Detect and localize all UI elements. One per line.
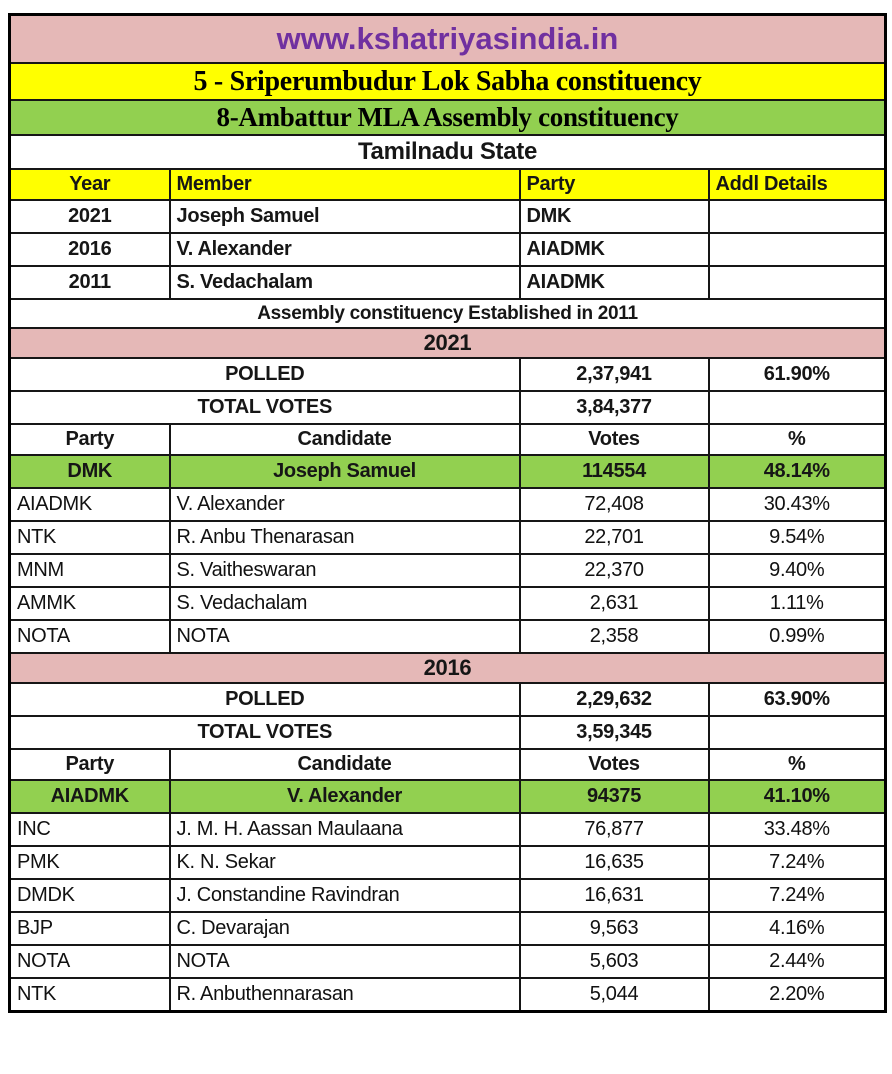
result-votes: 5,603 (520, 945, 709, 978)
result-pct: 9.54% (709, 521, 886, 554)
result-party: NTK (10, 978, 170, 1012)
polled-row (10, 683, 886, 716)
col-header-member: Member (170, 169, 520, 200)
empty-cell (709, 391, 886, 424)
results-header-row (10, 424, 886, 455)
result-party: AIADMK (10, 488, 170, 521)
result-party: AMMK (10, 587, 170, 620)
winner-votes: 94375 (520, 780, 709, 813)
total-votes-value: 3,84,377 (520, 391, 709, 424)
winner-row (10, 780, 886, 813)
total-votes-label: TOTAL VOTES (10, 716, 520, 749)
result-candidate: J. M. H. Aassan Maulaana (170, 813, 520, 846)
result-candidate: NOTA (170, 945, 520, 978)
site-banner-row (10, 15, 886, 64)
year-cell: 2021 (10, 200, 170, 233)
result-row (10, 978, 886, 1012)
result-party: NOTA (10, 620, 170, 653)
results-header-votes: Votes (520, 424, 709, 455)
result-row (10, 521, 886, 554)
result-party: BJP (10, 912, 170, 945)
result-pct: 2.20% (709, 978, 886, 1012)
results-header-candidate: Candidate (170, 424, 520, 455)
result-row (10, 912, 886, 945)
result-pct: 0.99% (709, 620, 886, 653)
year-cell: 2016 (10, 233, 170, 266)
lok-sabha-title-row (10, 63, 886, 100)
member-cell: S. Vedachalam (170, 266, 520, 299)
election-year: 2021 (10, 328, 886, 358)
assembly-title: 8-Ambattur MLA Assembly constituency (10, 100, 886, 135)
result-votes: 9,563 (520, 912, 709, 945)
result-pct: 33.48% (709, 813, 886, 846)
col-header-year: Year (10, 169, 170, 200)
result-pct: 4.16% (709, 912, 886, 945)
result-candidate: K. N. Sekar (170, 846, 520, 879)
polled-votes: 2,37,941 (520, 358, 709, 391)
winner-party: AIADMK (10, 780, 170, 813)
total-votes-row (10, 716, 886, 749)
state-title: Tamilnadu State (10, 135, 886, 169)
result-votes: 72,408 (520, 488, 709, 521)
member-row (10, 200, 886, 233)
winner-votes: 114554 (520, 455, 709, 488)
result-votes: 16,635 (520, 846, 709, 879)
result-candidate: V. Alexander (170, 488, 520, 521)
result-votes: 16,631 (520, 879, 709, 912)
polled-row (10, 358, 886, 391)
results-header-votes: Votes (520, 749, 709, 780)
state-title-row (10, 135, 886, 169)
polled-votes: 2,29,632 (520, 683, 709, 716)
lok-sabha-title: 5 - Sriperumbudur Lok Sabha constituency (10, 63, 886, 100)
winner-candidate: V. Alexander (170, 780, 520, 813)
result-candidate: R. Anbu Thenarasan (170, 521, 520, 554)
result-candidate: NOTA (170, 620, 520, 653)
result-party: DMDK (10, 879, 170, 912)
result-row (10, 879, 886, 912)
result-pct: 9.40% (709, 554, 886, 587)
winner-row (10, 455, 886, 488)
winner-candidate: Joseph Samuel (170, 455, 520, 488)
result-candidate: J. Constandine Ravindran (170, 879, 520, 912)
member-cell: V. Alexander (170, 233, 520, 266)
results-header-candidate: Candidate (170, 749, 520, 780)
result-row (10, 813, 886, 846)
result-row (10, 945, 886, 978)
constituency-table (8, 13, 887, 1013)
election-year: 2016 (10, 653, 886, 683)
winner-pct: 48.14% (709, 455, 886, 488)
total-votes-value: 3,59,345 (520, 716, 709, 749)
party-cell: AIADMK (520, 233, 709, 266)
polled-pct: 61.90% (709, 358, 886, 391)
member-row (10, 266, 886, 299)
result-candidate: S. Vaitheswaran (170, 554, 520, 587)
result-votes: 76,877 (520, 813, 709, 846)
polled-label: POLLED (10, 358, 520, 391)
result-votes: 2,631 (520, 587, 709, 620)
assembly-title-row (10, 100, 886, 135)
result-pct: 2.44% (709, 945, 886, 978)
result-votes: 22,701 (520, 521, 709, 554)
established-note: Assembly constituency Established in 2011 (10, 299, 886, 328)
addl-cell (709, 266, 886, 299)
polled-pct: 63.90% (709, 683, 886, 716)
result-row (10, 587, 886, 620)
polled-label: POLLED (10, 683, 520, 716)
election-year-band (10, 653, 886, 683)
result-candidate: S. Vedachalam (170, 587, 520, 620)
winner-party: DMK (10, 455, 170, 488)
result-party: MNM (10, 554, 170, 587)
winner-pct: 41.10% (709, 780, 886, 813)
party-cell: DMK (520, 200, 709, 233)
result-candidate: C. Devarajan (170, 912, 520, 945)
member-row (10, 233, 886, 266)
result-pct: 30.43% (709, 488, 886, 521)
total-votes-row (10, 391, 886, 424)
result-row (10, 488, 886, 521)
members-header-row (10, 169, 886, 200)
result-party: NOTA (10, 945, 170, 978)
established-note-row (10, 299, 886, 328)
col-header-party: Party (520, 169, 709, 200)
member-cell: Joseph Samuel (170, 200, 520, 233)
election-year-band (10, 328, 886, 358)
year-cell: 2011 (10, 266, 170, 299)
empty-cell (709, 716, 886, 749)
results-header-pct: % (709, 749, 886, 780)
addl-cell (709, 233, 886, 266)
results-header-row (10, 749, 886, 780)
results-header-party: Party (10, 749, 170, 780)
result-pct: 7.24% (709, 879, 886, 912)
result-party: PMK (10, 846, 170, 879)
result-row (10, 620, 886, 653)
col-header-addl: Addl Details (709, 169, 886, 200)
result-votes: 5,044 (520, 978, 709, 1012)
result-row (10, 554, 886, 587)
result-party: NTK (10, 521, 170, 554)
result-pct: 1.11% (709, 587, 886, 620)
total-votes-label: TOTAL VOTES (10, 391, 520, 424)
results-header-pct: % (709, 424, 886, 455)
result-row (10, 846, 886, 879)
result-party: INC (10, 813, 170, 846)
results-header-party: Party (10, 424, 170, 455)
result-votes: 2,358 (520, 620, 709, 653)
addl-cell (709, 200, 886, 233)
site-url[interactable]: www.kshatriyasindia.in (10, 15, 886, 64)
result-candidate: R. Anbuthennarasan (170, 978, 520, 1012)
result-pct: 7.24% (709, 846, 886, 879)
party-cell: AIADMK (520, 266, 709, 299)
result-votes: 22,370 (520, 554, 709, 587)
